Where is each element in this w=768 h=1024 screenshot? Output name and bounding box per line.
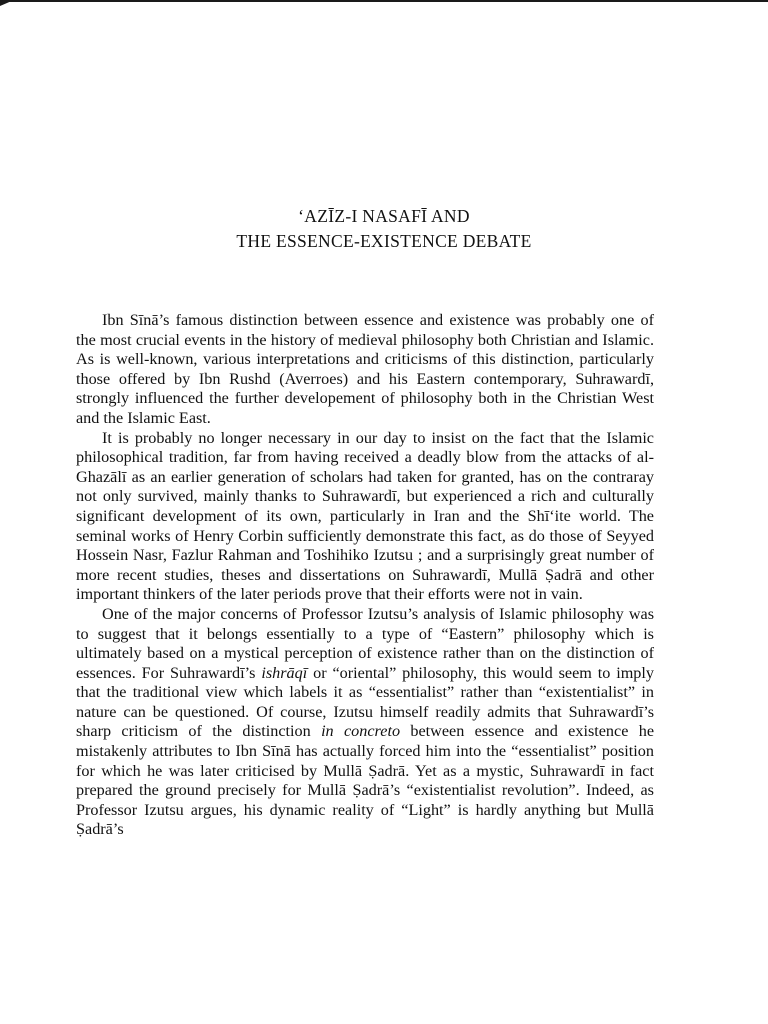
top-rule [0,0,768,2]
paragraph-3 [76,605,654,840]
paragraph-2: It is probably no longer necessary in our day to insist on the fact that the Islamic philosophical tradition, far from having received a deadly blow from the attacks of al-Ghazālī as an earlier generation of scholars had taken for granted, has on the contraray not only survived, mainly thanks to Suhrawardī, but experienced a rich and culturally significant development of its own, particularly in Iran and the Shī‘ite world. The seminal works of Henry Corbin sufficiently demonstrate this fact, as do those of Seyyed Hossein Nasr, Fazlur Rahman and Toshihiko Izutsu ; and a surprisingly great number of more recent studies, theses and dissertations on Suhrawardī, Mullā Ṣadrā and other important thinkers of the later periods prove that their efforts were not in vain. [76,428,654,604]
paragraph-3-part-2: or “oriental” philosophy, this would seem to imply that the traditional view which labels it as “essentialist” rather than “existentialist” in nature can be questioned. Of course, Izutsu himself readily admits that Suhrawardī’s sharp criticism of the distinction [76,663,654,741]
chapter-title-line-2: THE ESSENCE-EXISTENCE DEBATE [236,231,532,251]
italic-term-ishraqi: ishrāqī [261,663,308,682]
paragraph-3-part-3: between essence and existence he mistakenly attributes to Ibn Sīnā has actually forced him into the “essentialist” position for which he was later criticised by Mullā Ṣadrā. Yet as a mystic, Suhrawardī in fact prepared the ground precisely for Mullā Ṣadrā’s “existentialist revolution”. Indeed, as Professor Izutsu argues, his dynamic reality of “Light” is hardly anything but Mullā Ṣadrā’s [76,722,655,839]
body-text [76,311,654,840]
italic-term-in-concreto: in concreto [321,722,401,741]
paragraph-1: Ibn Sīnā’s famous distinction between essence and existence was probably one of the most crucial events in the history of medieval philosophy both Christian and Islamic. As is well-known, various interpretations and criticisms of this distinction, particularly those offered by Ibn Rushd (Averroes) and his Eastern contemporary, Suhrawardī, strongly influenced the further developement of philosophy both in the Christian West and the Islamic East. [76,311,654,427]
paragraph-3-part-1: One of the major concerns of Professor Izutsu’s analysis of Islamic philosophy was to suggest that it belongs essentially to a type of “Eastern” philosophy which is ultimately based on a mystical perception of existence rather than on the distinction of essences. For Suhrawardī’s [76,604,654,682]
page-corner-marker [0,0,14,6]
chapter-title [0,204,768,254]
chapter-title-line-1: ‘AZĪZ-I NASAFĪ AND [298,206,470,226]
